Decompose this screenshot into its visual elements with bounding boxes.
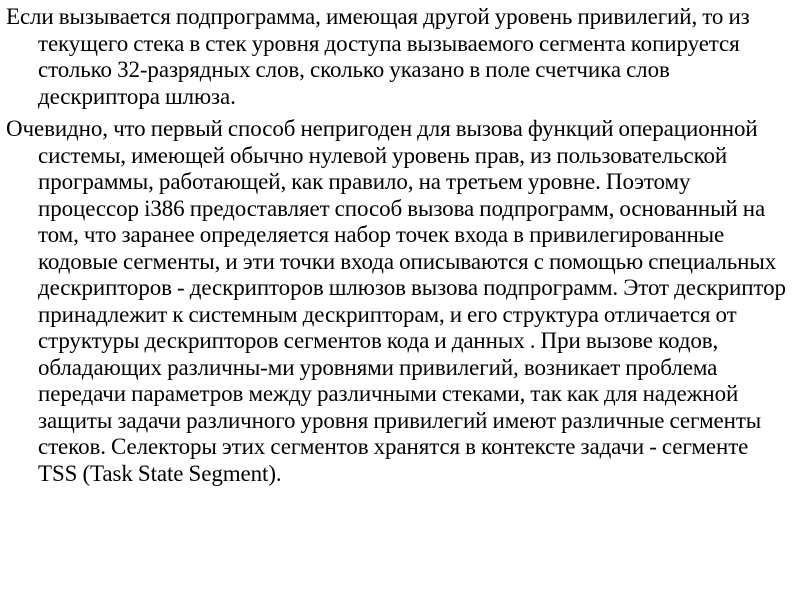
paragraph-gate-call-stack-copy: Если вызывается подпрограмма, имеющая другой уровень привилегий, то из текущего стека в стек уровня доступа вызываемого сегмента копируется столько 32-разрядных слов, сколько указано в поле счетчика слов дескриптора шлюза. xyxy=(6,4,750,109)
paragraph-call-gate-descriptors: Очевидно, что первый способ непригоден для вызова функций операционной системы, имеющей обычно нулевой уровень прав, из пользовательской программы, работающей, как правило, на третьем уровне. Поэтому процессор i386 предоставляет способ вызова подпрограмм, основанный на том, что заранее определяется набор точек входа в привилегированные кодовые сегменты, и эти точки входа описываются с помощью специальных дескрипторов - дескрипторов шлюзов вызова подпрограмм. Этот дескриптор принадлежит к системным дескрипторам, и его структура отличается от структуры дескрипторов сегментов кода и данных . При вызове кодов, обладающих различны-ми уровнями привилегий, возникает проблема передачи параметров между различными стеками, так как для надежной защиты задачи различного уровня привилегий имеют различные сегменты стеков. Селекторы этих сегментов хранятся в контексте задачи - сегменте TSS (Task State Segment). xyxy=(6,116,786,486)
